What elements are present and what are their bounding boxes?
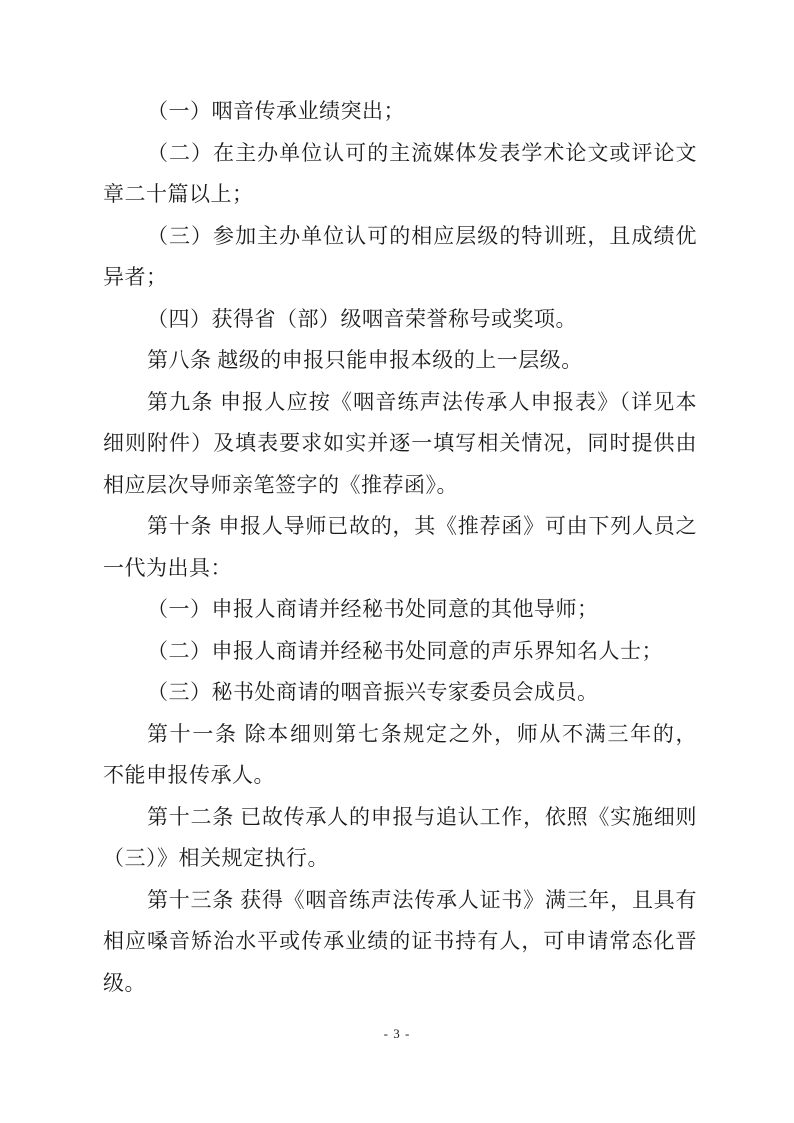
page-number: - 3 - <box>383 1026 411 1041</box>
text-line: （三）参加主办单位认可的相应层级的特训班，且成绩优 <box>147 223 697 248</box>
document-body <box>103 91 697 1004</box>
text-line: （二）在主办单位认可的主流媒体发表学术论文或评论文 <box>147 140 697 165</box>
text-line: 相应嗓音矫治水平或传承业绩的证书持有人，可申请常态化晋 <box>103 929 697 953</box>
text-line: 章二十篇以上； <box>103 182 254 206</box>
text-line: 异者； <box>103 265 168 289</box>
text-line: 一代为出具： <box>103 555 232 580</box>
text-line: 第八条 越级的申报只能申报本级的上一层级。 <box>147 348 583 372</box>
text-line: 细则附件）及填表要求如实并逐一填写相关情况，同时提供由 <box>103 431 697 455</box>
text-line: 第九条 申报人应按《咽音练声法传承人申报表》（详见本 <box>147 389 697 414</box>
text-line: 不能申报传承人。 <box>103 763 275 787</box>
text-line: （一）咽音传承业绩突出； <box>147 99 405 123</box>
text-line: 第十条 申报人导师已故的，其《推荐函》可由下列人员之 <box>147 514 697 538</box>
text-line: 第十二条 已故传承人的申报与追认工作，依照《实施细则 <box>147 804 697 829</box>
text-line: （三）秘书处商请的咽音振兴专家委员会成员。 <box>147 680 599 704</box>
text-line: （二）申报人商请并经秘书处同意的声乐界知名人士； <box>147 638 663 663</box>
text-line: 级。 <box>103 970 146 995</box>
text-line: （一）申报人商请并经秘书处同意的其他导师； <box>147 597 599 621</box>
text-line: （三）》相关规定执行。 <box>103 846 329 870</box>
text-line: 相应层次导师亲笔签字的《推荐函》。 <box>103 472 458 497</box>
text-line: 第十一条 除本细则第七条规定之外，师从不满三年的， <box>147 721 697 746</box>
text-line: 第十三条 获得《咽音练声法传承人证书》满三年，且具有 <box>147 887 697 912</box>
text-line: （四）获得省（部）级咽音荣誉称号或奖项。 <box>147 306 577 331</box>
